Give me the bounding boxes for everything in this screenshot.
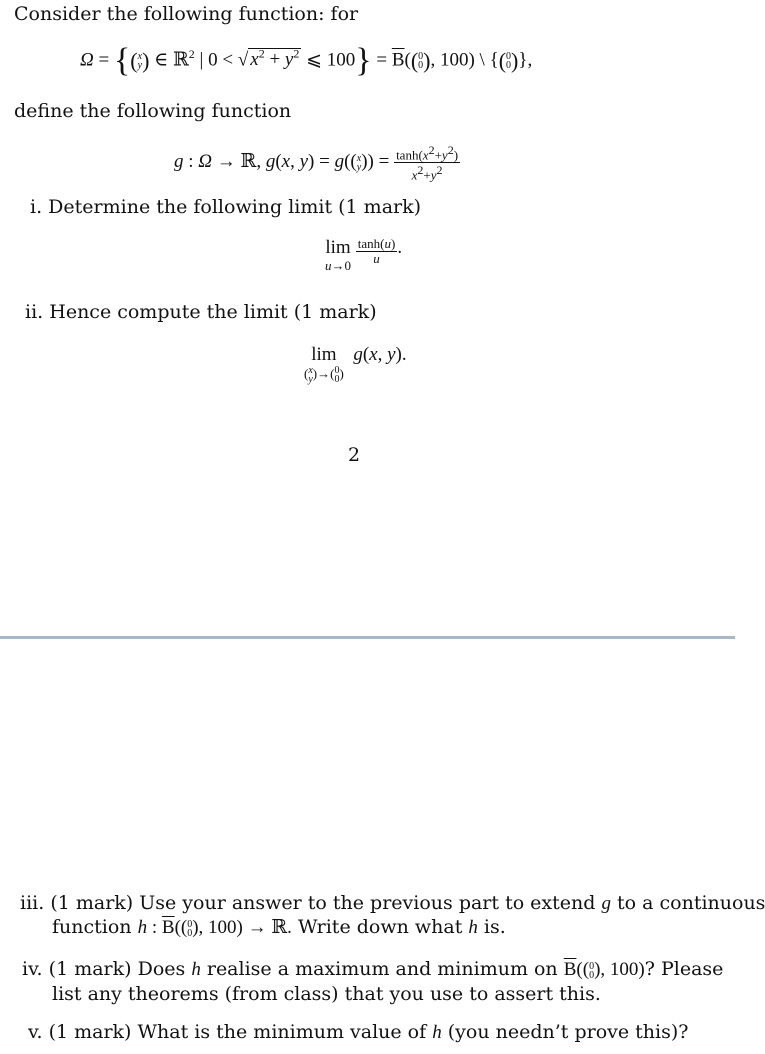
g-definition: g : Ω → ℝ, g(x, y) = g((x y)) = $\frac{\tanh(x^2+y^2)}{x^2+y^2}$ [174, 143, 459, 183]
item-ii-text: Hence compute the limit (1 mark) [49, 301, 377, 323]
define-text: define the following function [14, 100, 292, 122]
lim-label-2: lim [311, 344, 337, 365]
item-iii-text-2a: function [52, 916, 132, 938]
item-iii-text-2b: Write down what [297, 916, 463, 938]
reals-symbol: ℝ [172, 49, 189, 71]
item-v-h: h [432, 1022, 442, 1043]
tanh-label-2: tanh [357, 236, 381, 251]
item-v-text-1: (1 mark) What is the minimum value of [48, 1021, 427, 1043]
item-iii-line1 [20, 892, 765, 915]
item-iii-g: g [601, 893, 611, 914]
item-iii-text-2c: is. [483, 916, 506, 938]
reals-symbol-2: ℝ [240, 151, 257, 173]
item-iii-text-1b: to a continuous [617, 892, 765, 914]
item-v-line1 [28, 1021, 688, 1044]
radius-value-3: 100 [208, 917, 237, 938]
item-v-number: v. [28, 1021, 43, 1043]
item-i-number: i. [30, 196, 43, 218]
item-iii-h: h [468, 917, 478, 938]
page-divider [0, 636, 735, 639]
omega-definition: Ω = {(x y) ∈ ℝ$^2$ | 0 < √ $x^2 + y^2$ ⩽ $100\} = \overline{B}((0$ 0), 100) \ {(0 0)}, [80, 42, 533, 79]
item-iii-line2: function h : $\overline{B}((0$ 0), 100) → ℝ. Write down what h is. [52, 916, 506, 939]
item-iii-number: iii. [20, 892, 45, 914]
item-iv-number: iv. [22, 958, 43, 980]
item-iv-text-1: (1 mark) Does [48, 958, 186, 980]
item-iv-h: h [191, 959, 201, 980]
item-iv-text-1c: ? Please [644, 958, 724, 980]
intro-text: Consider the following function: for [14, 3, 359, 25]
radius-value-4: 100 [609, 959, 639, 980]
radius-value: 100 [326, 49, 356, 71]
item-iv-line1: iv. (1 mark) Does h realise a maximum and minimum on $\overline{B}((0$ 0), 100)? Please [22, 958, 724, 981]
item-iv-text-1b: realise a maximum and minimum on [206, 958, 558, 980]
item-iv-line2: list any theorems (from class) that you use to assert this. [52, 983, 601, 1005]
item-ii-number: ii. [25, 301, 44, 323]
item-i [30, 196, 421, 218]
tanh-label: tanh [396, 147, 419, 163]
item-i-text: Determine the following limit (1 mark) [48, 196, 422, 218]
item-iii-text-1: (1 mark) Use your answer to the previous part to extend [50, 892, 596, 914]
item-v-text-1b: (you needn’t prove this)? [447, 1021, 689, 1043]
limit-g: lim (x y)→(0 0) g(x, y). [304, 344, 407, 385]
lim-label: lim [325, 237, 351, 258]
radius-value-2: 100 [439, 49, 469, 71]
reals-symbol-3: ℝ [271, 917, 288, 938]
item-ii [25, 301, 377, 323]
limit-tanh-u: lim u→0 $\frac{\tanh(u)}{u}$ . [325, 236, 403, 273]
page-number: 2 [348, 444, 361, 466]
